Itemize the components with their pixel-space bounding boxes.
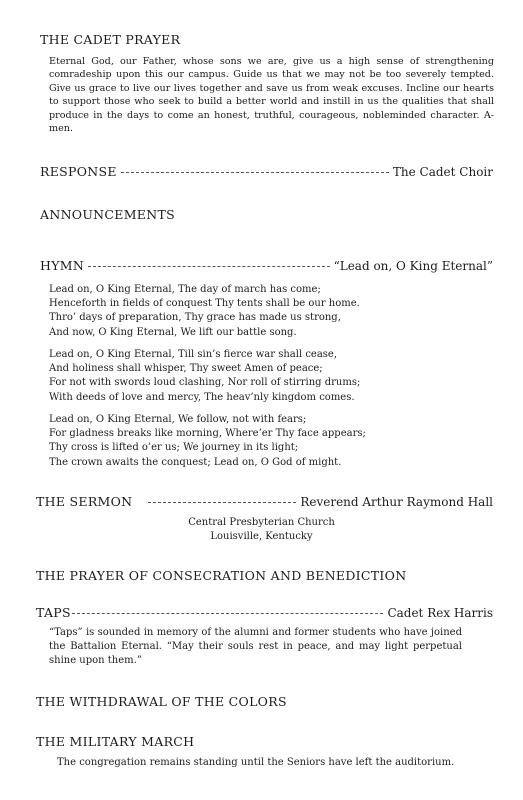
hymn-stanza-1 [49,283,360,340]
taps-text: “Taps” is sounded in memory of the alumni and former students who have joined the Battalion Eternal. “May their souls rest in peace, and may light perpetual shine upon them.” [49,627,462,666]
hymn-row [40,258,493,273]
verse-line: Thy cross is lifted o’er us; We journey in its light; [49,442,299,454]
leader-dots [72,613,384,614]
sermon-label: THE SERMON [36,494,133,509]
military-march-text: The congregation remains standing until the Seniors have left the auditorium. [57,757,455,768]
taps-label: TAPS [36,605,71,620]
leader-dots [148,502,296,503]
cadet-prayer-heading: THE CADET PRAYER [40,32,181,47]
sermon-church: Central Presbyterian Church [188,517,335,528]
announcements-heading: ANNOUNCEMENTS [40,207,175,222]
verse-line: Lead on, O King Eternal, We follow, not with fears; [49,414,307,425]
hymn-stanza-3 [49,413,366,470]
verse-line: Henceforth in fields of conquest Thy tents shall be our home. [49,298,360,310]
military-march-heading: THE MILITARY MARCH [36,734,195,749]
sermon-speaker: Reverend Arthur Raymond Hall [300,495,493,509]
leader-dots [121,172,389,173]
sermon-location: Louisville, Kentucky [210,531,313,542]
cadet-prayer-text: Eternal God, our Father, whose sons we are, give us a high sense of strengthening comradeship upon this our campus. Guide us that we may not be too severely tempted. Give us grace to live our lives together and save us from weak excuses. Incline our hearts to support those who seek to build a better world and instill in us the qualities that shall produce in the days to come an honest, truthful, courageous, nobleminded character. A-men. [49,56,494,135]
verse-line: For gladness breaks like morning, Where’er Thy face appears; [49,428,366,440]
hymn-title: “Lead on, O King Eternal” [333,259,493,273]
withdrawal-heading: THE WITHDRAWAL OF THE COLORS [36,694,287,709]
hymn-label: HYMN [40,258,85,273]
response-row [40,164,493,179]
verse-line: And holiness shall whisper, Thy sweet Amen of peace; [49,363,323,375]
verse-line: Lead on, O King Eternal, The day of march has come; [49,284,321,295]
hymn-stanza-2 [49,348,360,405]
verse-line: With deeds of love and mercy, The heav’nly kingdom comes. [49,391,355,403]
response-label: RESPONSE [40,164,117,179]
verse-line: Lead on, O King Eternal, Till sin’s fierce war shall cease, [49,349,338,360]
taps-row [36,605,493,620]
taps-performer: Cadet Rex Harris [387,606,493,620]
leader-dots [88,266,330,267]
sermon-row [36,494,493,509]
verse-line: And now, O King Eternal, We lift our battle song. [49,326,297,338]
consecration-heading: THE PRAYER OF CONSECRATION AND BENEDICTION [36,568,407,583]
verse-line: Thro’ days of preparation, Thy grace has made us strong, [49,312,341,324]
verse-line: The crown awaits the conquest; Lead on, O God of might. [49,456,342,468]
verse-line: For not with swords loud clashing, Nor roll of stirring drums; [49,377,361,389]
response-performer: The Cadet Choir [392,165,493,179]
